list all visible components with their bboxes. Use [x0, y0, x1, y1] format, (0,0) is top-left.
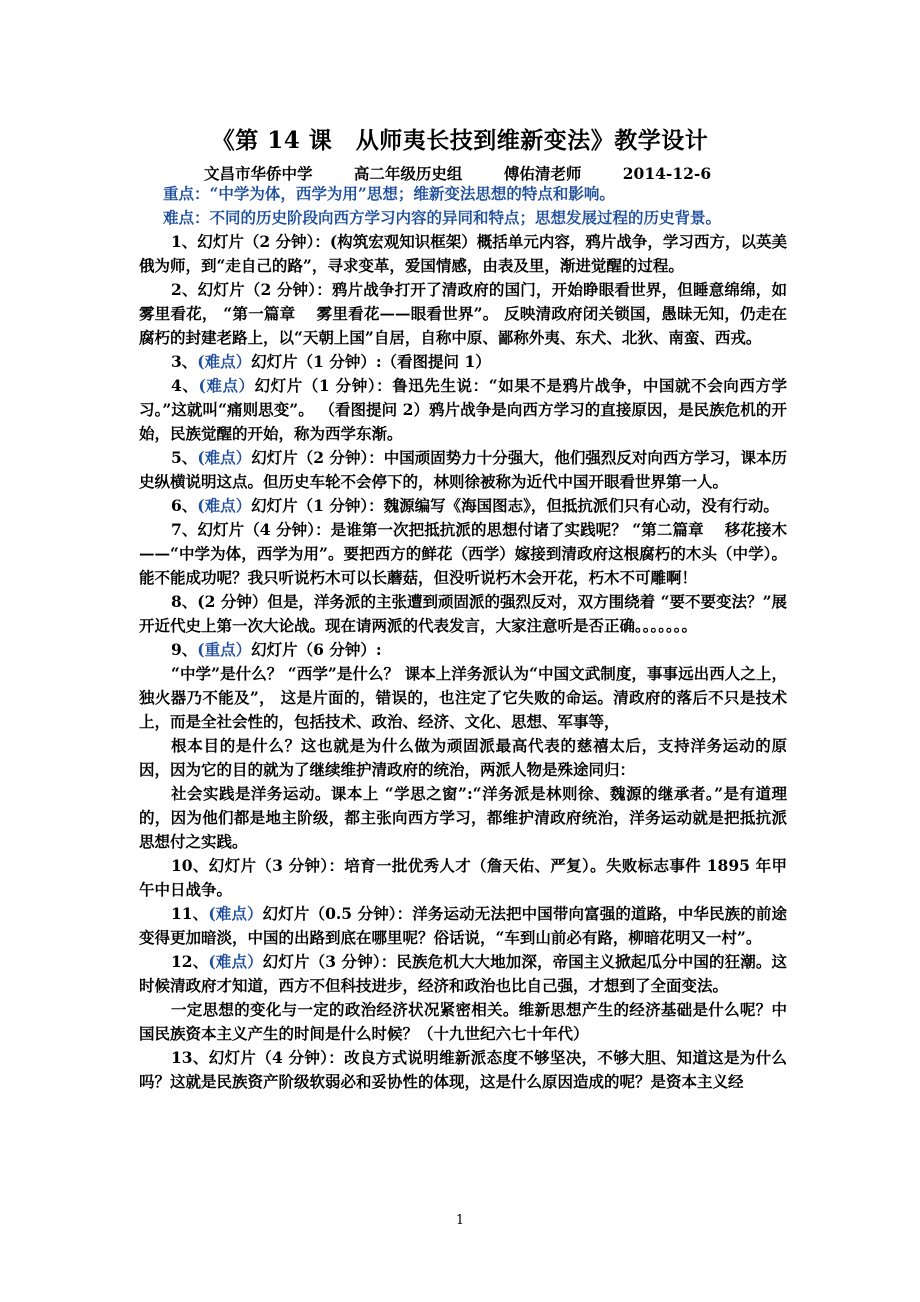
p3-text: 幻灯片（1 分钟）:（看图提问 1）	[251, 352, 491, 371]
p5-text: 幻灯片（2 分钟）：中国顽固势力十分强大，他们强烈反对向西方学习，课本历史纵横说明这点。但历史车轮不会停下的，林则徐被称为近代中国开眼看世界第一人。	[139, 448, 787, 491]
difficulty-line: 难点：不同的历史阶段向西方学习内容的异同和特点；思想发展过程的历史背景。	[163, 208, 722, 227]
document-meta	[204, 162, 747, 184]
paragraph-9a: “中学”是什么？ “西学”是什么？ 课本上洋务派认为“中国文武制度，事事远出西人之上，独火器乃不能及”， 这是片面的，错误的，也注定了它失败的命运。清政府的落后不只是技术上，而是全社会性的，包括技术、政治、经济、文化、思想、军事等，	[139, 664, 787, 731]
paragraph-6	[139, 494, 787, 518]
paragraph-12a: 一定思想的变化与一定的政治经济状况紧密相关。维新思想产生的经济基础是什么呢？中国民族资本主义产生的时间是什么时候？（十九世纪六七十年代）	[139, 1000, 787, 1043]
p11-tag: (难点）	[208, 904, 263, 923]
paragraph-5	[139, 446, 787, 494]
p3-number: 3、	[171, 352, 198, 371]
paragraph-1: 1、幻灯片（2 分钟）：(构筑宏观知识框架）概括单元内容，鸦片战争，学习西方，以英美俄为师，到“走自己的路”，寻求变革，爱国情感，由表及里，渐进觉醒的过程。	[139, 232, 787, 275]
p4-number: 4、	[171, 376, 199, 395]
paragraph-4	[139, 374, 787, 446]
p12-tag: (难点）	[208, 952, 263, 971]
p9-text: 幻灯片（6 分钟）:	[251, 640, 382, 659]
p12-number: 12、	[171, 952, 209, 971]
paragraph-7: 7、幻灯片（4 分钟）：是谁第一次把抵抗派的思想付诸了实践呢？ “第二篇章 移花接木——“中学为体，西学为用”。要把西方的鲜花（西学）嫁接到清政府这根腐朽的木头（中学）。能不能成功呢？我只听说朽木可以长蘑菇，但没听说朽木会开花，朽木不可雕啊！	[139, 520, 787, 587]
page-number: 1	[455, 1213, 465, 1228]
p3-tag: (难点）	[197, 352, 252, 371]
p9-number: 9、	[171, 640, 198, 659]
paragraph-8: 8、(2 分钟）但是，洋务派的主张遭到顽固派的强烈反对，双方围绕着 “要不要变法？”展开近代史上第一次大论战。现在请两派的代表发言，大家注意听是否正确。。。。。。。	[139, 592, 787, 635]
document-title: 《第 14 课 从师夷长技到维新变法》教学设计	[211, 127, 709, 154]
p4-text: 幻灯片（1 分钟）：鲁迅先生说：“如果不是鸦片战争，中国就不会向西方学习。”这就叫“痛则思变”。 （看图提问 2）鸦片战争是向西方学习的直接原因，是民族危机的开始，民族觉醒的开始，称为西学东渐。	[139, 376, 787, 443]
meta-school: 文昌市华侨中学	[204, 164, 313, 183]
document-body	[139, 182, 787, 1094]
paragraph-11	[139, 902, 787, 950]
paragraph-10: 10、幻灯片（3 分钟）：培育一批优秀人才（詹天佑、严复）。失败标志事件 1895 年甲午中日战争。	[139, 856, 787, 899]
paragraph-13: 13、幻灯片（4 分钟）：改良方式说明维新派态度不够坚决，不够大胆、知道这是为什么吗？这就是民族资产阶级软弱必和妥协性的体现，这是什么原因造成的呢？是资本主义经	[139, 1048, 787, 1091]
p6-tag: (难点）	[197, 496, 252, 515]
paragraph-9c: 社会实践是洋务运动。课本上 “学思之窗”:“洋务派是林则徐、魏源的继承者。”是有道理的，因为他们都是地主阶级，都主张向西方学习，都维护清政府统治，洋务运动就是把抵抗派思想付之实践。	[139, 784, 787, 851]
p6-text: 幻灯片（1 分钟）：魏源编写《海国图志》，但抵抗派们只有心动，没有行动。	[251, 496, 779, 515]
p4-tag: (难点）	[198, 376, 255, 395]
meta-teacher: 傅佑清老师	[503, 164, 582, 183]
meta-group: 高二年级历史组	[353, 164, 463, 183]
p9-tag: (重点）	[197, 640, 252, 659]
p11-number: 11、	[171, 904, 209, 923]
p6-number: 6、	[171, 496, 198, 515]
p5-tag: (难点）	[197, 448, 252, 467]
p11-text: 幻灯片（0.5 分钟）：洋务运动无法把中国带向富强的道路，中华民族的前途变得更加暗淡，中国的出路到底在哪里呢？俗话说，“车到山前必有路，柳暗花明又一村”。	[139, 904, 787, 947]
p12-text: 幻灯片（3 分钟）：民族危机大大地加深，帝国主义掀起瓜分中国的狂潮。这时候清政府才知道，西方不但科技进步，经济和政治也比自己强，才想到了全面变法。	[139, 952, 788, 995]
paragraph-12	[139, 950, 787, 998]
paragraph-2: 2、幻灯片（2 分钟）：鸦片战争打开了清政府的国门，开始睁眼看世界，但睡意绵绵，如雾里看花， “第一篇章 雾里看花——眼看世界”。 反映清政府闭关锁国，愚昧无知，仍走在腐朽的封建老路上，以“天朝上国”自居，自称中原、鄙称外夷、东犬、北狄、南蛮、西戎。	[139, 280, 787, 347]
p5-number: 5、	[171, 448, 198, 467]
meta-date: 2014-12-6	[622, 164, 712, 183]
paragraph-9b: 根本目的是什么？这也就是为什么做为顽固派最高代表的慈禧太后，支持洋务运动的原因，因为它的目的就为了继续维护清政府的统治，两派人物是殊途同归：	[139, 736, 787, 779]
paragraph-3	[139, 350, 787, 374]
paragraph-9	[139, 638, 787, 662]
focus-line: 重点：“中学为体，西学为用”思想；维新变法思想的特点和影响。	[163, 184, 615, 203]
